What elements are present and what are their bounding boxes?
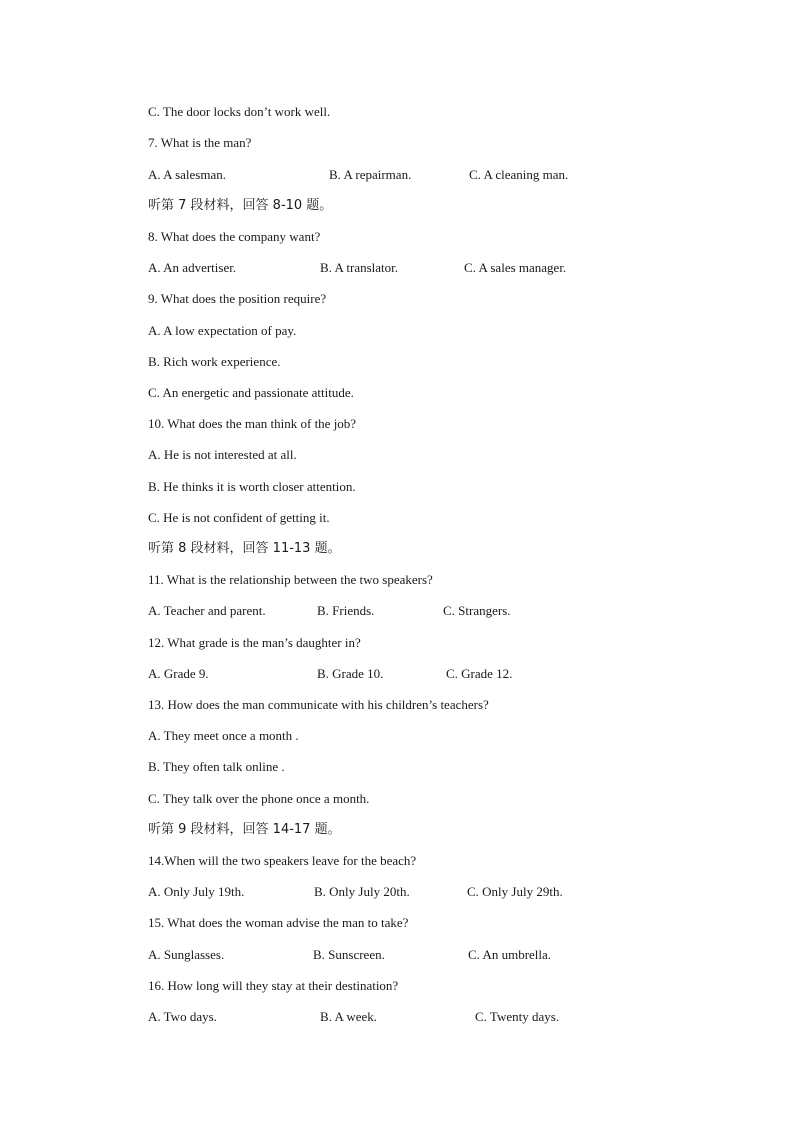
- q12-option-c: C. Grade 12.: [446, 666, 513, 681]
- q8-option-b: B. A translator.: [320, 260, 398, 275]
- q14-option-a: A. Only July 19th.: [148, 884, 245, 899]
- q10-option-b: B. He thinks it is worth closer attention.: [148, 479, 356, 494]
- q12-question: 12. What grade is the man’s daughter in?: [148, 635, 361, 650]
- q10-option-c: C. He is not confident of getting it.: [148, 510, 330, 525]
- q11-option-b: B. Friends.: [317, 603, 375, 618]
- q8-option-a: A. An advertiser.: [148, 260, 237, 275]
- q9-option-a: A. A low expectation of pay.: [148, 323, 297, 338]
- section-9-heading: 听第 9 段材料，回答 14-17 题。: [148, 822, 341, 837]
- q11-option-c: C. Strangers.: [443, 603, 511, 618]
- q16-option-c: C. Twenty days.: [475, 1009, 560, 1024]
- section-7-heading: 听第 7 段材料，回答 8-10 题。: [148, 198, 333, 213]
- q10-option-a: A. He is not interested at all.: [148, 447, 297, 462]
- q9-question: 9. What does the position require?: [148, 291, 327, 306]
- q7-option-a: A. A salesman.: [148, 167, 226, 182]
- q14-option-b: B. Only July 20th.: [314, 884, 410, 899]
- q7-option-c: C. A cleaning man.: [469, 167, 569, 182]
- q12-option-b: B. Grade 10.: [317, 666, 384, 681]
- q8-option-c: C. A sales manager.: [464, 260, 567, 275]
- q15-question: 15. What does the woman advise the man to take?: [148, 915, 409, 930]
- q13-question: 13. How does the man communicate with his children’s teachers?: [148, 697, 489, 712]
- q13-option-b: B. They often talk online .: [148, 759, 285, 774]
- q16-option-b: B. A week.: [320, 1009, 378, 1024]
- q14-question: 14.When will the two speakers leave for the beach?: [148, 853, 417, 868]
- q7-option-b: B. A repairman.: [329, 167, 412, 182]
- q11-option-a: A. Teacher and parent.: [148, 603, 266, 618]
- q10-question: 10. What does the man think of the job?: [148, 416, 357, 431]
- q13-option-c: C. They talk over the phone once a month.: [148, 791, 370, 806]
- q15-option-c: C. An umbrella.: [468, 947, 552, 962]
- q15-option-b: B. Sunscreen.: [313, 947, 385, 962]
- q9-option-b: B. Rich work experience.: [148, 354, 281, 369]
- q8-question: 8. What does the company want?: [148, 229, 321, 244]
- q9-option-c: C. An energetic and passionate attitude.: [148, 385, 354, 400]
- q14-option-c: C. Only July 29th.: [467, 884, 563, 899]
- q12-option-a: A. Grade 9.: [148, 666, 209, 681]
- q6-option-c: C. The door locks don’t work well.: [148, 104, 331, 119]
- q16-option-a: A. Two days.: [148, 1009, 217, 1024]
- section-8-heading: 听第 8 段材料，回答 11-13 题。: [148, 541, 341, 556]
- q11-question: 11. What is the relationship between the two speakers?: [148, 572, 433, 587]
- q15-option-a: A. Sunglasses.: [148, 947, 225, 962]
- q13-option-a: A. They meet once a month .: [148, 728, 299, 743]
- q16-question: 16. How long will they stay at their destination?: [148, 978, 399, 993]
- q7-question: 7. What is the man?: [148, 135, 252, 150]
